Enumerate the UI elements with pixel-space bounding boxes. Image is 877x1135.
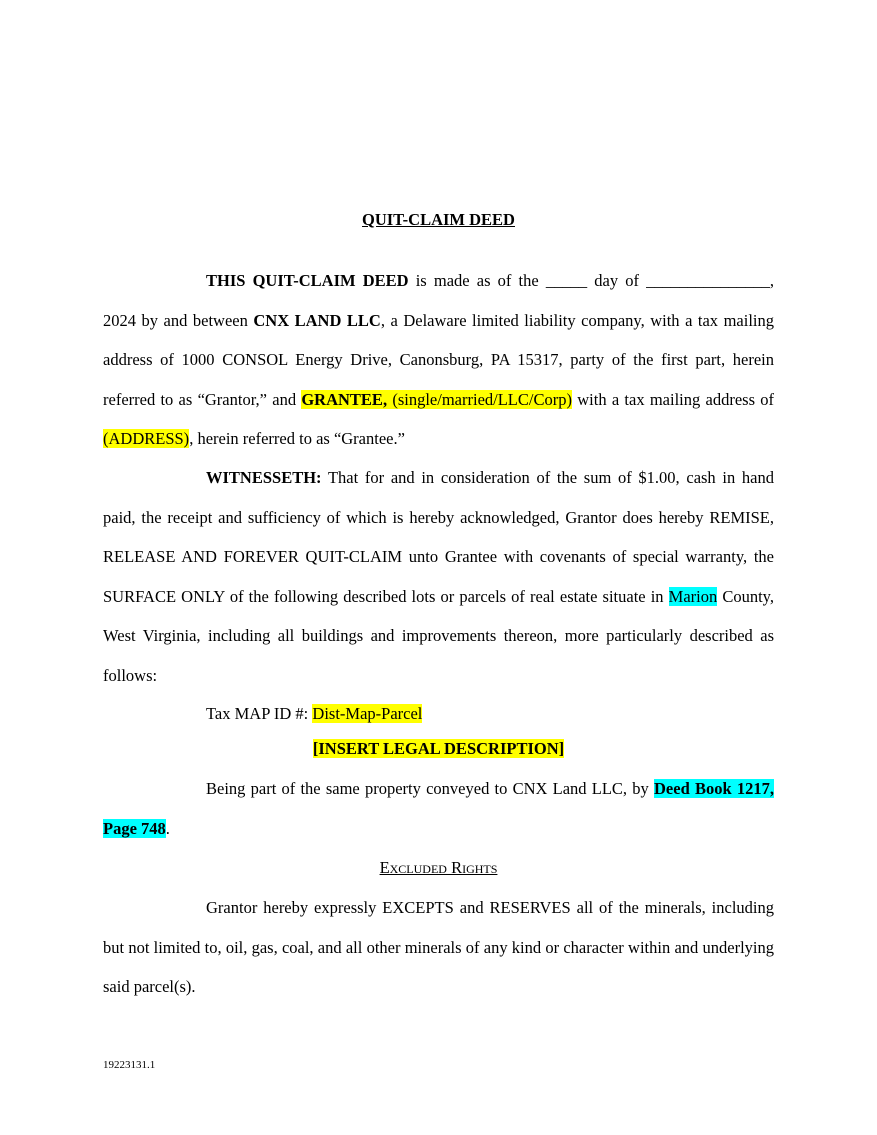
being-part-text-2: .: [165, 818, 170, 838]
being-part-text-1: Being part of the same property conveyed to CNX Land LLC, by: [206, 779, 655, 798]
intro-lead: THIS QUIT-CLAIM DEED: [206, 271, 409, 290]
intro-text-3: with a tax mailing address of: [571, 389, 774, 409]
witnesseth-text-1: That for and in consideration of the sum of $1.00, cash in hand paid, the receipt and sufficiency of which is hereby acknowledged, Grantor does hereby REMISE, RELEASE AND FOREVER QUIT-CLAIM unto Grantee with covenants of special warranty, the SURFACE ONLY of the following described lots or parcels of real estate situate in: [103, 468, 774, 606]
legal-description-placeholder: [0, 736, 877, 762]
county-name: Marion: [668, 586, 718, 606]
document-id: 19223131.1: [103, 1059, 156, 1071]
intro-text-1: is made as of the _____ day of _______________, 2024 by and between: [103, 271, 774, 330]
witnesseth-lead: WITNESSETH:: [206, 468, 322, 487]
intro-text-2: , a Delaware limited liability company, with a tax mailing address of 1000 CONSOL Energy Drive, Canonsburg, PA 15317, party of the first part, herein referred to as “Grantor,” and: [103, 310, 774, 409]
grantee-label: GRANTEE,: [301, 389, 388, 409]
document-title: QUIT-CLAIM DEED: [362, 210, 515, 229]
tax-map-line: [206, 701, 422, 727]
witnesseth-paragraph: [103, 458, 774, 695]
grantee-type: (single/married/LLC/Corp): [387, 389, 572, 409]
tax-map-value: Dist-Map-Parcel: [312, 704, 423, 723]
grantee-highlight: [301, 390, 572, 409]
excluded-rights-text: Grantor hereby expressly EXCEPTS and RESERVES all of the minerals, including but not limited to, oil, gas, coal, and all other minerals of any kind or character within and underlying said parcel(s).: [103, 898, 774, 996]
grantor-name: CNX LAND LLC: [253, 310, 381, 330]
being-part-paragraph: [103, 769, 774, 848]
tax-map-label: Tax MAP ID #:: [206, 704, 313, 723]
excluded-rights-paragraph: [103, 888, 774, 1007]
legal-description-text: [INSERT LEGAL DESCRIPTION]: [312, 739, 565, 758]
excluded-rights-heading: Excluded Rights: [379, 858, 498, 877]
witnesseth-text-2: County, West Virginia, including all buildings and improvements thereon, more particularly described as follows:: [103, 586, 774, 685]
grantee-address: (ADDRESS): [103, 429, 190, 448]
deed-reference: Deed Book 1217, Page 748: [103, 779, 775, 838]
intro-text-4: , herein referred to as “Grantee.”: [189, 429, 405, 448]
intro-paragraph: [103, 261, 774, 459]
